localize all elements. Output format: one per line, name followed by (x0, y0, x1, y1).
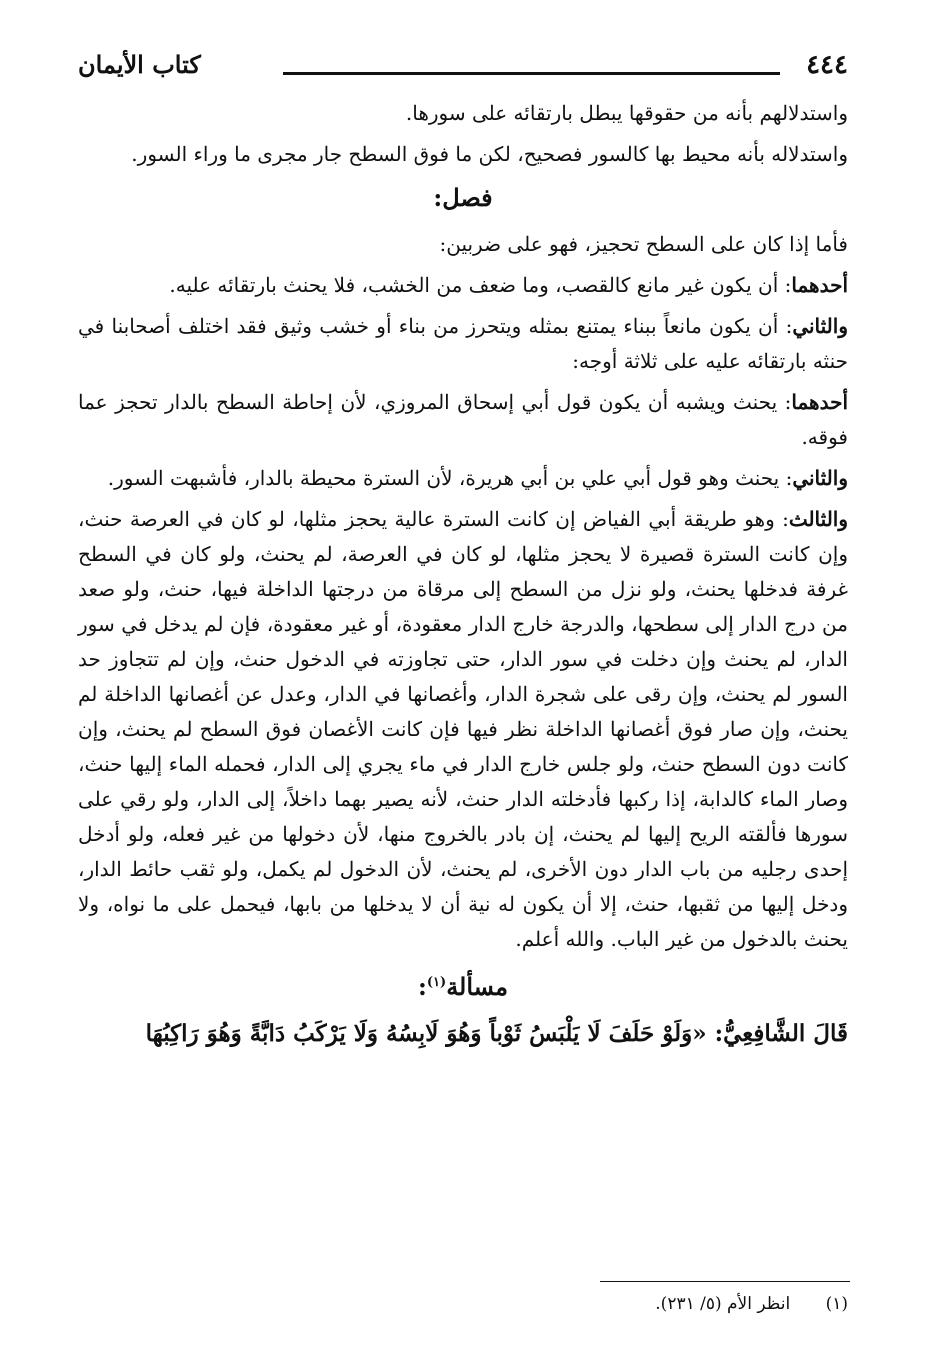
paragraph (78, 461, 848, 496)
footnote (248, 1290, 848, 1318)
paragraph-lead: والثالث (788, 507, 848, 531)
paragraph: واستدلاله بأنه محيط بها كالسور فصحيح، لكن ما فوق السطح جار مجرى ما وراء السور. (131, 142, 848, 166)
footnote-rule (600, 1281, 850, 1282)
paragraph (78, 309, 848, 379)
issue-heading (78, 965, 848, 1004)
section-heading: فصل: (433, 183, 493, 212)
paragraph: فأما إذا كان على السطح تحجيز، فهو على ضربين: (439, 232, 848, 256)
paragraph-body: : أن يكون غير مانع كالقصب، وما ضعف من الخشب، فلا يحنث بارتقائه عليه. (169, 273, 792, 297)
shafii-quote: قَالَ الشَّافِعِيُّ: «وَلَوْ حَلَفَ لَا يَلْبَسُ ثَوْباً وَهُوَ لَابِسُهُ وَلَا يَرْكَبُ دَابَّةً وَهُوَ رَاكِبُهَا (145, 1020, 848, 1047)
footnote-text: انظر الأم (٥/ ٢٣١). (655, 1294, 791, 1314)
paragraph-lead: أحدهما (791, 390, 848, 414)
book-title: كتاب الأيمان (78, 50, 201, 79)
paragraph-lead: والثاني (792, 314, 848, 338)
paragraph-body: : وهو طريقة أبي الفياض إن كانت السترة عالية يحجز مثلها، لو كان في العرصة حنث، وإن كانت السترة قصيرة لا يحجز مثلها، لو كان في العرصة، لم يحنث، ولو كان في السطح غرفة فدخلها يحنث، ولو نزل من السطح إلى مرقاة من درجتها الداخلة فيها، حنث، ولو صعد من درج الدار إلى سطحها، والدرجة خارج الدار معقودة، أو غير معقودة، فإن لم يدخل في سور الدار، لم يحنث وإن دخلت في سور الدار، حتى تجاوزته في الدخول حنث، وإن لم تتجاوز حد السور لم يحنث، وإن رقى على شجرة الدار، وأغصانها في الدار، وعدل عن أغصانها الداخلة لم يحنث، وإن صار فوق أغصانها الداخلة نظر فيها فإن كانت الأغصان فوق السطح لم يحنث، وإن كانت دون السطح حنث، ولو جلس خارج الدار في ماء يجري إلى الدار، فحمله الماء إليها حنث، وصار الماء كالدابة، إذا ركبها فأدخلته الدار حنث، لأنه يصير بهما داخلاً، إلى الدار، ولو رقي على سورها فألقته الريح إليها لم يحنث، إن بادر بالخروج منها، لأن دخولها من غير فعله، ولو أدخل إحدى رجليه من باب الدار دون الأخرى، لم يحنث، لأن الدخول لم يكمل، ولو ثقب حائط الدار، ودخل إليها من ثقبها، حنث، إلا أن يكون له نية أن لا يدخلها من بابها، فيحمل على ما نواه، ولا يحنث بالدخول من غير الباب. والله أعلم. (78, 507, 848, 951)
paragraph-body: : يحنث ويشبه أن يكون قول أبي إسحاق المروزي، لأن إحاطة السطح بالدار تحجز عما فوقه. (78, 390, 848, 449)
paragraph-lead: أحدهما (791, 273, 848, 297)
paragraph (78, 268, 848, 303)
paragraph: واستدلالهم بأنه من حقوقها يبطل بارتقائه على سورها. (405, 101, 848, 125)
page-number: ٤٤٤ (806, 50, 848, 80)
body-text (78, 96, 848, 1057)
footnote-number: (١) (825, 1294, 848, 1314)
issue-heading-text: مسألة (446, 972, 508, 1001)
header-rule (283, 72, 780, 75)
footnote-ref: (١) (426, 975, 447, 990)
paragraph (78, 385, 848, 455)
paragraph-body: : أن يكون مانعاً ببناء يمتنع بمثله ويتحرز من بناء أو خشب وثيق فقد اختلف أصحابنا في حنثه بارتقائه عليه على ثلاثة أوجه: (78, 314, 848, 373)
paragraph-body: : يحنث وهو قول أبي علي بن أبي هريرة، لأن السترة محيطة بالدار، فأشبهت السور. (107, 466, 793, 490)
paragraph-lead: والثاني (792, 466, 848, 490)
page-header (78, 50, 848, 90)
issue-heading-colon: : (418, 972, 427, 1001)
paragraph (78, 502, 848, 957)
